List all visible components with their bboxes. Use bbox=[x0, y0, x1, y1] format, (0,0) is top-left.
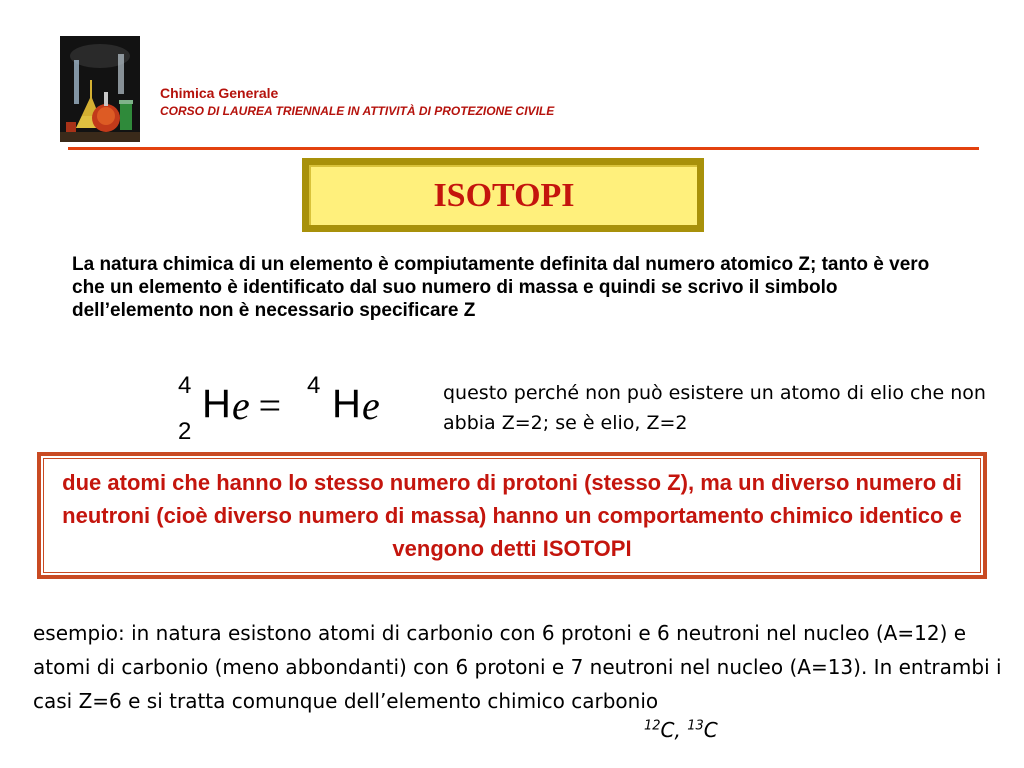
header-divider bbox=[68, 147, 979, 150]
atomic-number-left: 2 bbox=[178, 418, 192, 445]
isotope-symbol-1: C bbox=[660, 718, 675, 742]
isotope-symbol-2: C bbox=[703, 718, 718, 742]
intro-paragraph: La natura chimica di un elemento è compiutamente definita dal numero atomico Z; tanto è vero che un elemento è identificato dal suo numero di massa e quindi se scrivo il simbolo dell’elemento non è necessario specificare Z bbox=[72, 254, 930, 321]
symbol-upper-left: H bbox=[202, 382, 231, 426]
isotope-mass-1: 12 bbox=[644, 718, 661, 734]
symbol-upper-right: H bbox=[332, 382, 361, 426]
symbol-lower-right: e bbox=[362, 383, 380, 428]
carbon-isotopes bbox=[644, 718, 718, 742]
equals-sign: = bbox=[256, 383, 283, 428]
helium-isotope-formula bbox=[176, 368, 406, 450]
slide-title-box bbox=[302, 158, 704, 232]
symbol-lower-left: e bbox=[232, 383, 250, 428]
lab-glassware-icon bbox=[60, 36, 140, 142]
course-title: Chimica Generale bbox=[160, 85, 279, 101]
slide-title: ISOTOPI bbox=[433, 177, 575, 214]
mass-number-left: 4 bbox=[178, 372, 192, 399]
definition-box bbox=[37, 452, 987, 579]
isotope-mass-2: 13 bbox=[687, 718, 704, 734]
course-subtitle: CORSO DI LAUREA TRIENNALE IN ATTIVITÀ DI PROTEZIONE CIVILE bbox=[160, 104, 555, 118]
example-paragraph: esempio: in natura esistono atomi di carbonio con 6 protoni e 6 neutroni nel nucleo (A=12) e atomi di carbonio (meno abbondanti) con 6 protoni e 7 neutroni nel nucleo (A=13). In entrambi i casi Z=6 e si tratta comunque dell’elemento chimico carbonio bbox=[33, 621, 1002, 713]
formula-note: questo perché non può esistere un atomo di elio che non abbia Z=2; se è elio, Z=2 bbox=[443, 382, 986, 434]
mass-number-right: 4 bbox=[307, 372, 321, 399]
isotope-definition: due atomi che hanno lo stesso numero di protoni (stesso Z), ma un diverso numero di neutroni (cioè diverso numero di massa) hanno un comportamento chimico identico e vengono detti ISOTOPI bbox=[62, 470, 962, 561]
isotope-separator: , bbox=[674, 718, 688, 742]
